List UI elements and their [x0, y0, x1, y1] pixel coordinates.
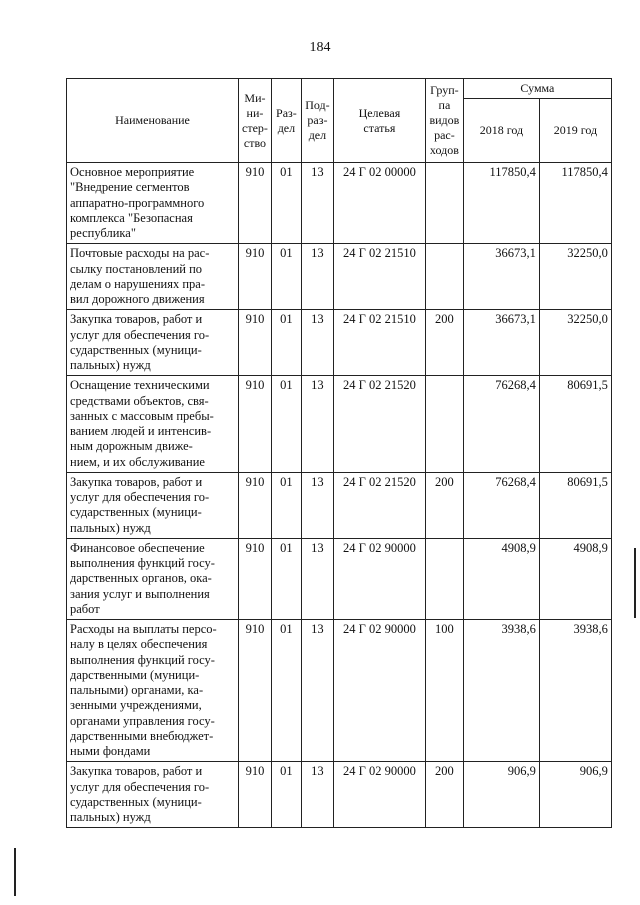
row-target: 24 Г 02 21510 [333, 244, 425, 310]
header-target: Целевая статья [333, 79, 425, 163]
row-amount-2018: 906,9 [463, 762, 539, 828]
header-name: Наименование [67, 79, 239, 163]
header-sum: Сумма [463, 79, 611, 99]
row-amount-2018: 117850,4 [463, 163, 539, 244]
row-subsection: 13 [301, 244, 333, 310]
row-ministry: 910 [239, 244, 272, 310]
header-year-2019: 2019 год [539, 99, 611, 163]
row-amount-2019: 80691,5 [539, 376, 611, 473]
row-expense-group [425, 163, 463, 244]
scan-edge-mark [634, 548, 636, 618]
row-section: 01 [271, 620, 301, 762]
table-row [67, 538, 612, 619]
row-expense-group [425, 376, 463, 473]
row-target: 24 Г 02 21520 [333, 376, 425, 473]
row-expense-group: 200 [425, 472, 463, 538]
row-name: Закупка товаров, работ и услуг для обеспечения го- сударственных (муници- пальных) нужд [67, 762, 239, 828]
row-amount-2019: 32250,0 [539, 244, 611, 310]
row-section: 01 [271, 244, 301, 310]
row-amount-2018: 3938,6 [463, 620, 539, 762]
row-ministry: 910 [239, 163, 272, 244]
row-amount-2019: 117850,4 [539, 163, 611, 244]
row-name: Расходы на выплаты персо- налу в целях обеспечения выполнения функций госу- дарственными (муници- пальными) органами, ка- зенными учреждениями, органами управления госу- дарственными внебюджет- ными фондами [67, 620, 239, 762]
row-section: 01 [271, 472, 301, 538]
row-name: Оснащение техническими средствами объектов, свя- занных с массовым пребы- ванием людей и интенсив- ным дорожным движе- нием, и их обслуживание [67, 376, 239, 473]
row-target: 24 Г 02 00000 [333, 163, 425, 244]
row-amount-2019: 80691,5 [539, 472, 611, 538]
row-target: 24 Г 02 90000 [333, 620, 425, 762]
header-section: Раз- дел [271, 79, 301, 163]
row-amount-2018: 36673,1 [463, 310, 539, 376]
row-name: Почтовые расходы на рас- сылку постановлений по делам о нарушениях пра- вил дорожного движения [67, 244, 239, 310]
row-name: Закупка товаров, работ и услуг для обеспечения го- сударственных (муници- пальных) нужд [67, 472, 239, 538]
row-name: Основное мероприятие "Внедрение сегментов аппаратно-программного комплекса "Безопасная республика" [67, 163, 239, 244]
row-ministry: 910 [239, 620, 272, 762]
header-ministry: Ми- ни- стер- ство [239, 79, 272, 163]
row-ministry: 910 [239, 310, 272, 376]
row-target: 24 Г 02 21510 [333, 310, 425, 376]
header-year-2018: 2018 год [463, 99, 539, 163]
table-row [67, 762, 612, 828]
row-name: Закупка товаров, работ и услуг для обеспечения го- сударственных (муници- пальных) нужд [67, 310, 239, 376]
row-ministry: 910 [239, 538, 272, 619]
row-amount-2018: 76268,4 [463, 376, 539, 473]
row-target: 24 Г 02 21520 [333, 472, 425, 538]
row-amount-2019: 32250,0 [539, 310, 611, 376]
row-subsection: 13 [301, 310, 333, 376]
row-subsection: 13 [301, 376, 333, 473]
table-row [67, 244, 612, 310]
scan-edge-mark [14, 848, 16, 896]
row-section: 01 [271, 376, 301, 473]
row-amount-2018: 4908,9 [463, 538, 539, 619]
row-section: 01 [271, 538, 301, 619]
row-target: 24 Г 02 90000 [333, 538, 425, 619]
header-subsection: Под- раз- дел [301, 79, 333, 163]
budget-table [66, 78, 612, 828]
table-row [67, 472, 612, 538]
row-subsection: 13 [301, 163, 333, 244]
row-amount-2018: 76268,4 [463, 472, 539, 538]
row-amount-2018: 36673,1 [463, 244, 539, 310]
row-amount-2019: 906,9 [539, 762, 611, 828]
row-ministry: 910 [239, 376, 272, 473]
row-section: 01 [271, 310, 301, 376]
row-target: 24 Г 02 90000 [333, 762, 425, 828]
row-expense-group: 100 [425, 620, 463, 762]
row-name: Финансовое обеспечение выполнения функций госу- дарственных органов, ока- зания услуг и выполнения работ [67, 538, 239, 619]
table-row [67, 310, 612, 376]
row-expense-group: 200 [425, 762, 463, 828]
page-number: 184 [309, 40, 331, 55]
row-subsection: 13 [301, 620, 333, 762]
row-expense-group [425, 538, 463, 619]
table-row [67, 163, 612, 244]
header-expense-group: Груп- па видов рас- ходов [425, 79, 463, 163]
row-expense-group: 200 [425, 310, 463, 376]
row-expense-group [425, 244, 463, 310]
table-row [67, 376, 612, 473]
row-subsection: 13 [301, 762, 333, 828]
table-row [67, 620, 612, 762]
row-subsection: 13 [301, 538, 333, 619]
row-subsection: 13 [301, 472, 333, 538]
row-amount-2019: 4908,9 [539, 538, 611, 619]
row-ministry: 910 [239, 762, 272, 828]
row-section: 01 [271, 762, 301, 828]
row-section: 01 [271, 163, 301, 244]
row-ministry: 910 [239, 472, 272, 538]
row-amount-2019: 3938,6 [539, 620, 611, 762]
